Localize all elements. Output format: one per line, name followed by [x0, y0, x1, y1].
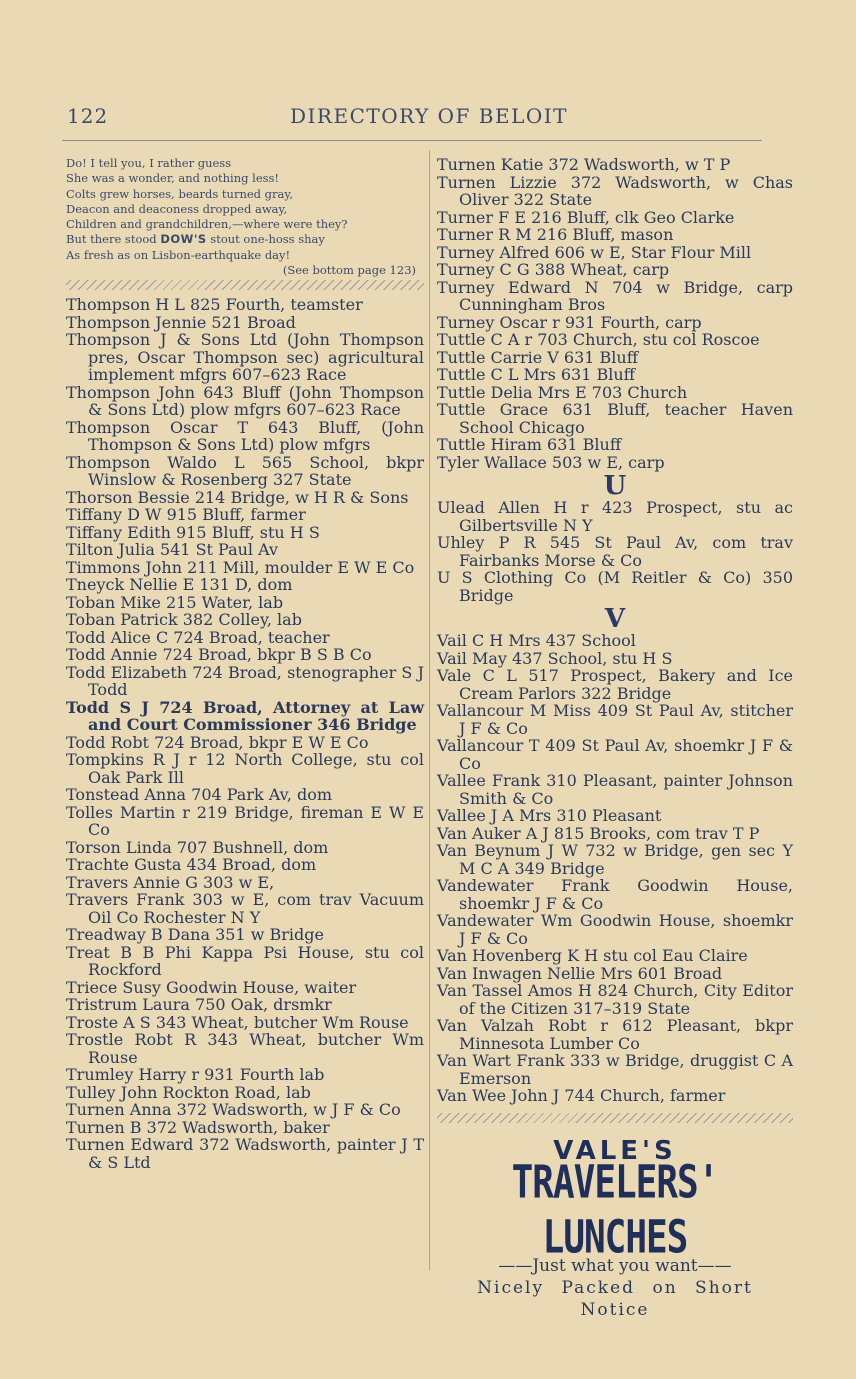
directory-entry: Turnen Edward 372 Wadsworth, painter J T & S Ltd [66, 1135, 424, 1172]
directory-entry: Tneyck Nellie E 131 D, dom [66, 575, 293, 595]
directory-entry: Van Tassel Amos H 824 Church, City Editor of the Citizen 317–319 State [437, 981, 793, 1018]
verse-line: As fresh as on Lisbon-earthquake day! [66, 247, 291, 262]
verse-text: But there stood [66, 232, 161, 247]
verse-line: Colts grew horses, beards turned gray, [66, 186, 294, 201]
directory-entry: Triece Susy Goodwin House, waiter [66, 977, 357, 997]
directory-entry: Timmons John 211 Mill, moulder E W E Co [66, 557, 415, 577]
directory-entry: Tuttle Hiram 631 Bluff [437, 435, 622, 454]
directory-entry: Trumley Harry r 931 Fourth lab [66, 1065, 325, 1085]
directory-entry: Tompkins R J r 12 North College, stu col Oak Park Ill [66, 750, 424, 787]
directory-entry: Thompson John 643 Bluff (John Thompson & Sons Ltd) plow mfgrs 607–623 Race [66, 382, 424, 420]
directory-entry: Toban Patrick 382 Colley, lab [66, 610, 302, 630]
directory-entry: Vallee Frank 310 Pleasant, painter Johnson Smith & Co [437, 771, 793, 808]
directory-entry: Tyler Wallace 503 w E, carp [437, 452, 665, 472]
directory-entry: Tonstead Anna 704 Park Av, dom [66, 785, 333, 805]
directory-entry: Uhley P R 545 St Paul Av, com trav Fairbanks Morse & Co [437, 533, 793, 570]
directory-entry: Vail May 437 School, stu H S [437, 648, 673, 668]
directory-entry: Toban Mike 215 Water, lab [66, 592, 284, 612]
left-column [66, 156, 424, 1171]
directory-entry: Treat B B Phi Kappa Psi House, stu col Rockford [66, 942, 424, 980]
directory-entry: Turney Oscar r 931 Fourth, carp [437, 312, 702, 332]
verse-line: Do! I tell you, I rather guess [66, 156, 232, 170]
directory-entry: Vale C L 517 Prospect, Bakery and Ice Cream Parlors 322 Bridge [437, 666, 793, 703]
directory-entry: Vail C H Mrs 437 School [437, 631, 636, 650]
ad-subline: Nicely Packed on Short Notice [477, 1277, 753, 1320]
directory-entry: Van Hovenberg K H stu col Eau Claire [437, 946, 748, 965]
column-divider [429, 150, 430, 1270]
right-column [437, 156, 793, 1321]
directory-entry: Tuttle C L Mrs 631 Bluff [437, 365, 636, 384]
right-entries-u [437, 499, 793, 604]
verse-text: stout one-hoss shay [206, 232, 325, 247]
directory-entry: Turney C G 388 Wheat, carp [437, 260, 670, 279]
directory-entry: Torson Linda 707 Bushnell, dom [66, 837, 329, 857]
directory-entry: Van Wee John J 744 Church, farmer [437, 1086, 726, 1105]
poem-verse [66, 156, 424, 278]
directory-entry: Tuttle Carrie V 631 Bluff [437, 347, 639, 367]
directory-entry: Turnen Lizzie 372 Wadsworth, w Chas Oliver 322 State [437, 172, 793, 209]
directory-entry: Tuttle Delia Mrs E 703 Church [437, 382, 688, 402]
directory-entry: Van Inwagen Nellie Mrs 601 Broad [437, 963, 723, 983]
dows-brand: DOW'S [160, 232, 207, 247]
directory-entry: Van Beynum J W 732 w Bridge, gen sec Y M C A 349 Bridge [437, 841, 793, 878]
directory-entry: Trachte Gusta 434 Broad, dom [66, 855, 317, 875]
directory-entry: Todd S J 724 Broad, Attorney at Law and Court Commissioner 346 Bridge [66, 697, 424, 735]
directory-entry: Thompson Waldo L 565 School, bkpr Winslow & Rosenberg 327 State [66, 452, 424, 490]
section-letter-v: V [604, 604, 626, 634]
header-rule [62, 140, 762, 141]
directory-entry: Turnen Katie 372 Wadsworth, w T P [437, 155, 731, 174]
directory-entry: Todd Alice C 724 Broad, teacher [66, 627, 330, 647]
directory-entry: Thompson J & Sons Ltd (John Thompson pres, Oscar Thompson sec) agricultural implement mfgrs 607–623 Race [66, 330, 424, 385]
directory-entry: Thorson Bessie 214 Bridge, w H R & Sons [66, 487, 409, 507]
directory-entry: Van Wart Frank 333 w Bridge, druggist C A Emerson [437, 1051, 793, 1088]
directory-entry: Tolles Martin r 219 Bridge, fireman E W E Co [66, 802, 424, 840]
directory-entry: Troste A S 343 Wheat, butcher Wm Rouse [66, 1012, 409, 1032]
directory-entry: Vandewater Frank Goodwin House, shoemkr J F & Co [437, 876, 793, 913]
directory-entry: Turner F E 216 Bluff, clk Geo Clarke [437, 207, 735, 227]
directory-entry: Tuttle Grace 631 Bluff, teacher Haven School Chicago [437, 400, 793, 437]
page-number: 122 [67, 104, 109, 128]
directory-entry: Thompson H L 825 Fourth, teamster [66, 295, 363, 315]
ad-tagline: ——Just what you want—— [498, 1255, 732, 1276]
directory-entry: Ulead Allen H r 423 Prospect, stu ac Gilbertsville N Y [437, 498, 793, 535]
directory-entry: Todd Robt 724 Broad, bkpr E W E Co [66, 732, 369, 752]
directory-entry: Tuttle C A r 703 Church, stu col Roscoe [437, 330, 760, 349]
directory-entry: Vallee J A Mrs 310 Pleasant [437, 806, 662, 825]
right-entries-t [437, 156, 793, 471]
running-title: DIRECTORY OF BELOIT [290, 104, 568, 128]
section-letter-u: U [603, 471, 627, 501]
directory-entry: Tiffany D W 915 Bluff, farmer [66, 505, 306, 525]
directory-entry: Trostle Robt R 343 Wheat, butcher Wm Rouse [66, 1030, 424, 1067]
directory-entry: Turnen Anna 372 Wadsworth, w J F & Co [66, 1100, 401, 1120]
directory-entry: Todd Annie 724 Broad, bkpr B S B Co [66, 645, 372, 665]
directory-entry: Turney Alfred 606 w E, Star Flour Mill [437, 242, 752, 262]
verse-line: Children and grandchildren,—where were they? [66, 217, 348, 232]
directory-entry: Tulley John Rockton Road, lab [66, 1082, 311, 1102]
directory-entry: U S Clothing Co (M Reitler & Co) 350 Bridge [437, 568, 793, 605]
directory-entry: Van Valzah Robt r 612 Pleasant, bkpr Minnesota Lumber Co [437, 1016, 793, 1053]
wavy-divider [66, 280, 424, 290]
verse-line: Deacon and deaconess dropped away, [66, 201, 288, 216]
page-header [0, 104, 856, 134]
directory-entry: Thompson Oscar T 643 Bluff, (John Thompson & Sons Ltd) plow mfgrs [66, 417, 424, 455]
directory-entry: Turner R M 216 Bluff, mason [437, 225, 674, 244]
wavy-divider [437, 1113, 793, 1123]
directory-entry: Vandewater Wm Goodwin House, shoemkr J F & Co [437, 911, 793, 948]
right-entries-v [437, 632, 793, 1105]
directory-entry: Van Auker A J 815 Brooks, com trav T P [437, 823, 760, 843]
directory-entry: Travers Annie G 303 w E, [66, 872, 275, 892]
ad-brand: VALE'S [553, 1135, 677, 1166]
verse-line [66, 232, 424, 247]
directory-entry: Todd Elizabeth 724 Broad, stenographer S J Todd [66, 662, 424, 700]
left-entries-list [66, 296, 424, 1171]
directory-entry: Tilton Julia 541 St Paul Av [66, 540, 279, 560]
directory-entry: Turney Edward N 704 w Bridge, carp Cunningham Bros [437, 277, 793, 314]
ad-headline: TRAVELERS' LUNCHES [511, 1156, 719, 1263]
directory-entry: Thompson Jennie 521 Broad [66, 312, 296, 332]
directory-entry: Vallancour T 409 St Paul Av, shoemkr J F & Co [437, 736, 793, 773]
directory-entry: Vallancour M Miss 409 St Paul Av, stitcher J F & Co [437, 701, 793, 738]
directory-entry: Travers Frank 303 w E, com trav Vacuum Oil Co Rochester N Y [66, 890, 424, 927]
verse-line: She was a wonder, and nothing less! [66, 171, 280, 186]
directory-entry: Tiffany Edith 915 Bluff, stu H S [66, 522, 320, 542]
directory-entry: Turnen B 372 Wadsworth, baker [66, 1117, 330, 1137]
directory-entry: Tristrum Laura 750 Oak, drsmkr [66, 995, 332, 1015]
directory-entry: Treadway B Dana 351 w Bridge [66, 925, 324, 945]
advertisement [437, 1135, 793, 1321]
see-note: (See bottom page 123) [282, 263, 416, 278]
